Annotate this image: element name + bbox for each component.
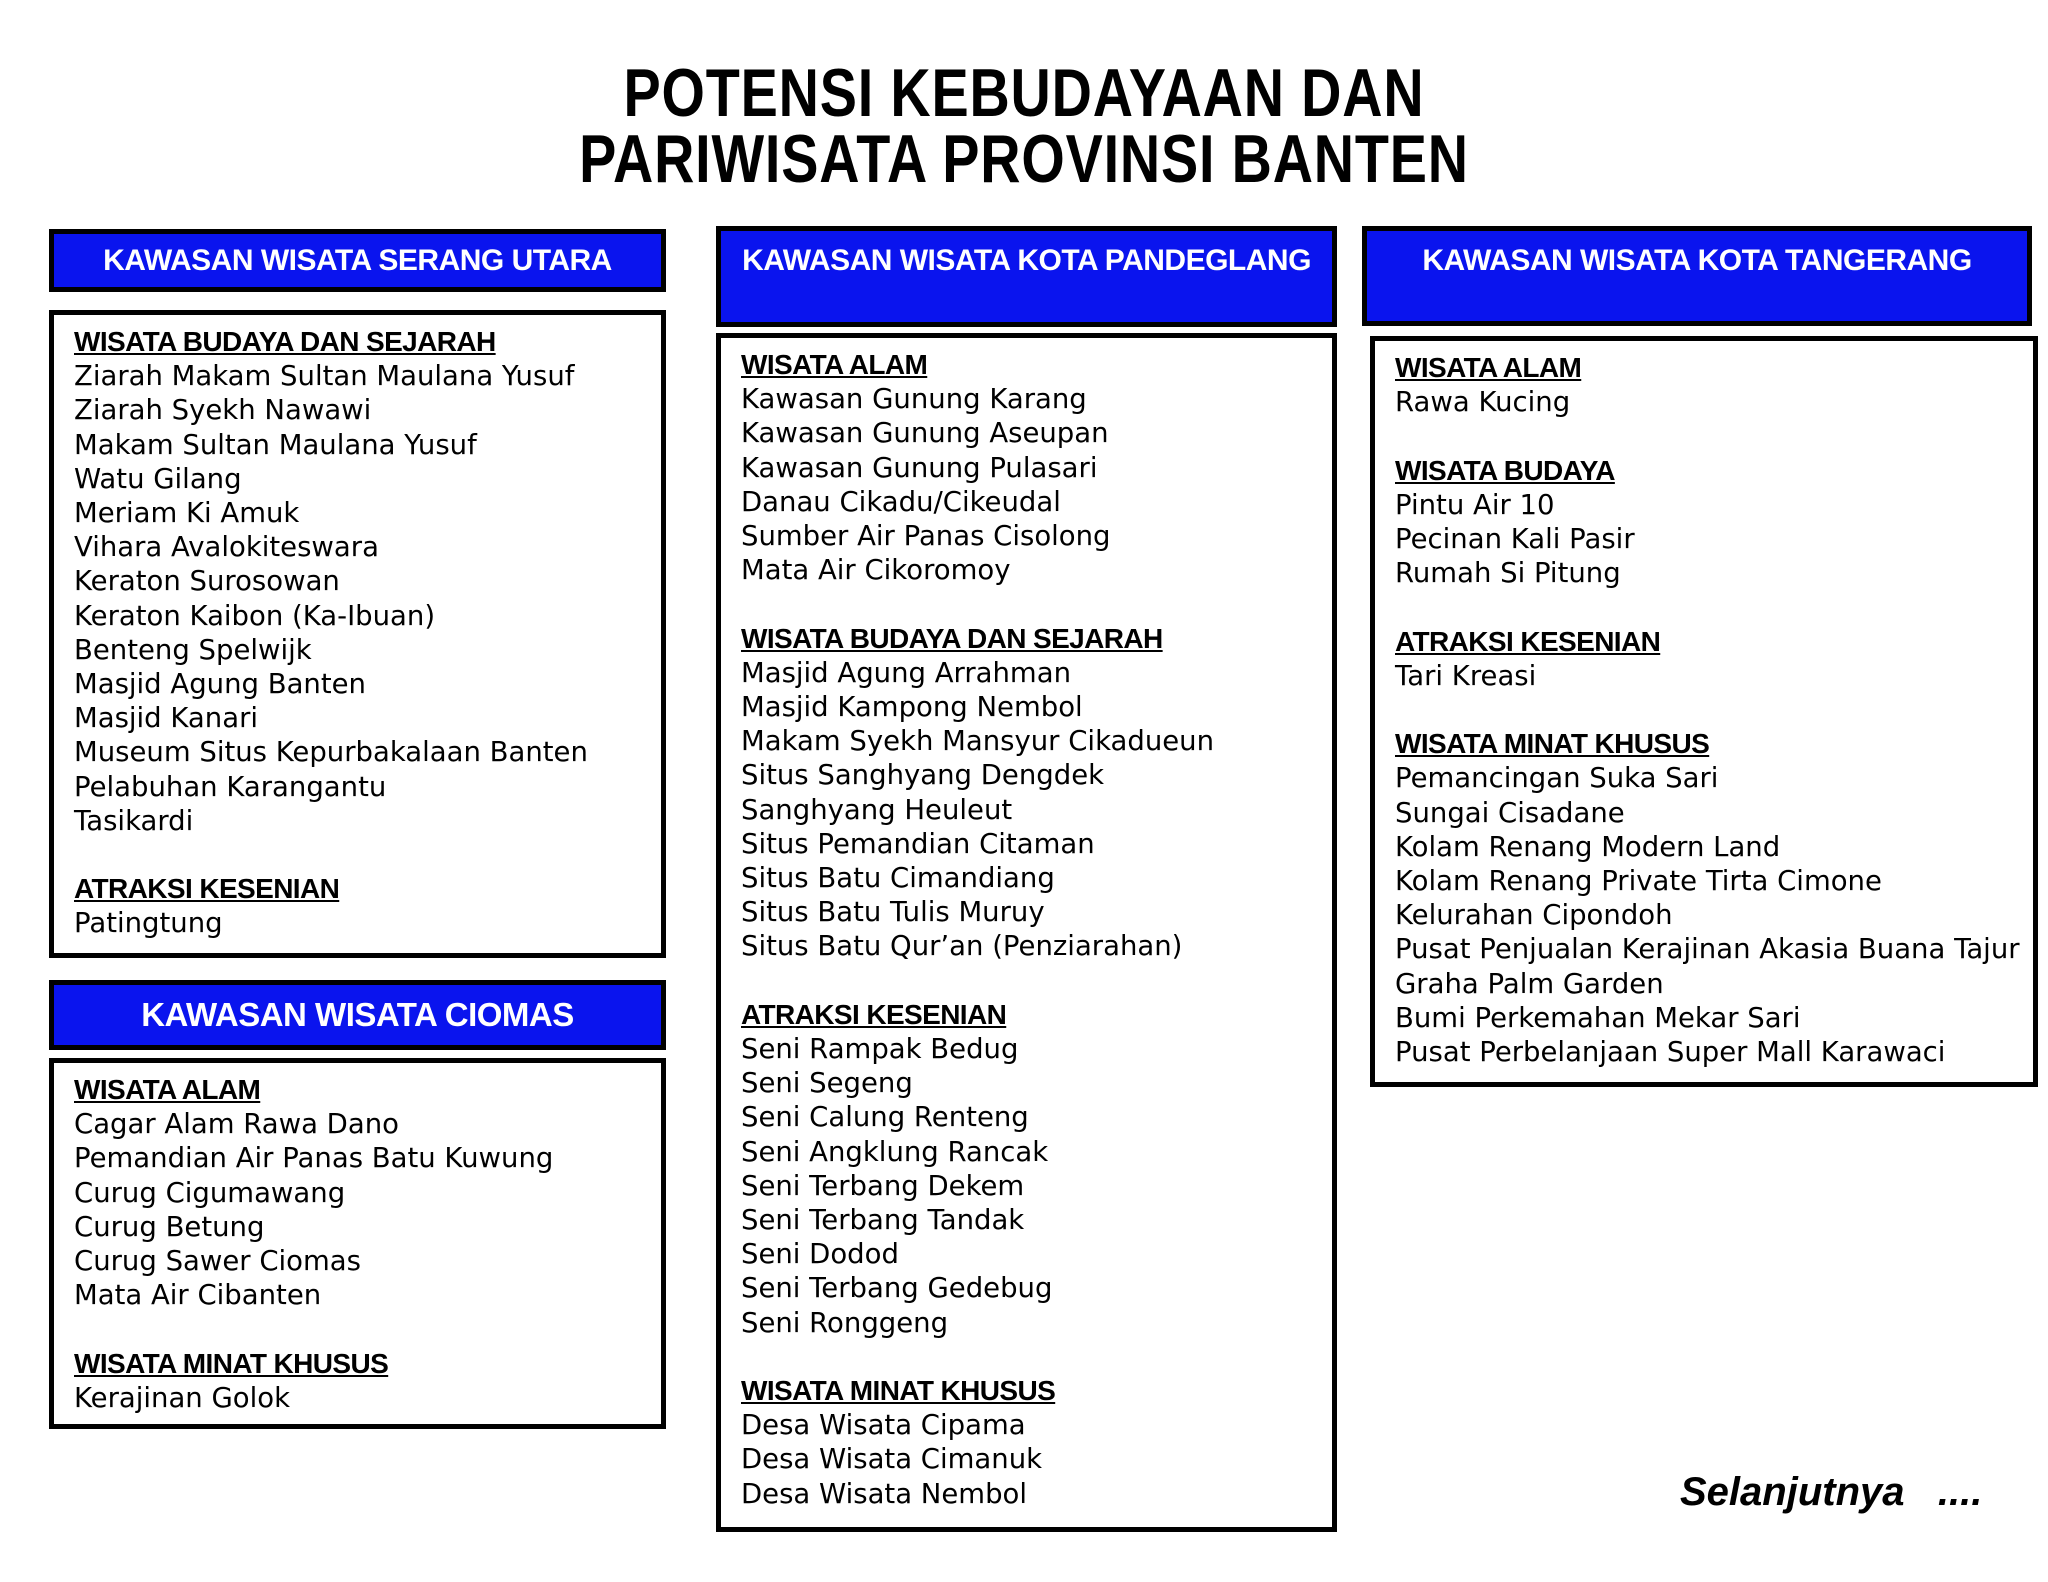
list-item: Kolam Renang Private Tirta Cimone xyxy=(1395,865,1882,897)
list-item: Situs Batu Cimandiang xyxy=(741,862,1055,895)
section xyxy=(1395,454,2033,591)
list-item: Pintu Air 10 xyxy=(1395,488,1555,521)
list-item: Seni Terbang Dekem xyxy=(741,1169,1025,1202)
page-title-line-2: PARIWISATA PROVINSI BANTEN xyxy=(579,121,1469,197)
section-title: WISATA ALAM xyxy=(1395,352,1582,383)
section-title: ATRAKSI KESENIAN xyxy=(74,873,340,905)
list-item: Kawasan Gunung Karang xyxy=(741,383,1087,416)
list-item: Kawasan Gunung Pulasari xyxy=(741,451,1098,484)
list-item: Watu Gilang xyxy=(74,462,242,495)
section-title: ATRAKSI KESENIAN xyxy=(741,998,1007,1030)
next-ellipsis: .... xyxy=(1937,1470,1983,1514)
next-page-label xyxy=(1680,1470,1982,1515)
list-item: Desa Wisata Cipama xyxy=(741,1409,1026,1442)
section xyxy=(74,325,661,838)
list-item: Museum Situs Kepurbakalaan Banten xyxy=(74,736,588,769)
list-item: Pemandian Air Panas Batu Kuwung xyxy=(74,1142,554,1175)
page-title-line-1: POTENSI KEBUDAYAAN DAN xyxy=(623,55,1425,131)
list-item: Kawasan Gunung Aseupan xyxy=(741,417,1109,450)
list-item: Situs Batu Qur’an (Penziarahan) xyxy=(741,930,1183,963)
list-item: Seni Angklung Rancak xyxy=(741,1135,1049,1168)
list-item: Cagar Alam Rawa Dano xyxy=(74,1108,399,1141)
header-ciomas-label: KAWASAN WISATA CIOMAS xyxy=(141,996,574,1033)
section-title: WISATA BUDAYA xyxy=(1395,454,1615,486)
section-title: WISATA BUDAYA DAN SEJARAH xyxy=(741,622,1163,654)
section xyxy=(74,1347,661,1415)
section-title: ATRAKSI KESENIAN xyxy=(1395,625,1661,657)
section xyxy=(741,622,1332,964)
list-item: Mata Air Cikoromoy xyxy=(741,554,1011,587)
list-item: Pemancingan Suka Sari xyxy=(1395,762,1719,795)
list-item: Seni Segeng xyxy=(741,1067,913,1100)
list-item: Desa Wisata Nembol xyxy=(741,1477,1027,1510)
list-item: Desa Wisata Cimanuk xyxy=(741,1443,1043,1476)
section xyxy=(741,348,1332,587)
list-item: Pusat Perbelanjaan Super Mall Karawaci xyxy=(1395,1036,1946,1069)
list-item: Keraton Kaibon (Ka-Ibuan) xyxy=(74,599,436,632)
list-item: Pusat Penjualan Kerajinan Akasia Buana Tajur xyxy=(1395,933,2020,966)
header-serang-utara xyxy=(49,229,666,292)
list-item: Mata Air Cibanten xyxy=(74,1279,322,1312)
section xyxy=(1395,625,2033,693)
list-item: Sanghyang Heuleut xyxy=(741,793,1013,826)
page-title xyxy=(184,55,1863,197)
list-item: Masjid Kanari xyxy=(74,702,259,735)
list-item: Masjid Agung Banten xyxy=(74,668,366,701)
list-item: Ziarah Syekh Nawawi xyxy=(74,394,372,427)
list-item: Kelurahan Cipondoh xyxy=(1395,899,1673,932)
next-label-text: Selanjutnya xyxy=(1680,1470,1905,1514)
header-tangerang xyxy=(1362,226,2032,326)
list-item: Makam Syekh Mansyur Cikadueun xyxy=(741,725,1215,758)
section xyxy=(741,1374,1332,1511)
panel-tangerang xyxy=(1370,336,2038,1087)
list-item: Curug Sawer Ciomas xyxy=(74,1245,361,1278)
list-item: Situs Pemandian Citaman xyxy=(741,827,1095,860)
section-title: WISATA BUDAYA DAN SEJARAH xyxy=(74,326,496,357)
list-item: Seni Terbang Gedebug xyxy=(741,1272,1053,1305)
list-item: Vihara Avalokiteswara xyxy=(74,531,379,564)
list-item: Bumi Perkemahan Mekar Sari xyxy=(1395,1001,1801,1034)
header-pandeglang-label: KAWASAN WISATA KOTA PANDEGLANG xyxy=(742,244,1311,277)
section-title: WISATA MINAT KHUSUS xyxy=(741,1375,1056,1407)
list-item: Danau Cikadu/Cikeudal xyxy=(741,485,1061,518)
list-item: Rawa Kucing xyxy=(1395,386,1571,419)
section xyxy=(1395,727,2033,1069)
header-pandeglang xyxy=(716,226,1337,327)
list-item: Masjid Agung Arrahman xyxy=(741,656,1071,689)
section xyxy=(74,872,661,940)
header-ciomas xyxy=(49,980,666,1050)
panel-ciomas xyxy=(49,1058,666,1429)
list-item: Benteng Spelwijk xyxy=(74,633,312,666)
section xyxy=(1395,351,2033,419)
list-item: Seni Calung Renteng xyxy=(741,1101,1029,1134)
list-item: Masjid Kampong Nembol xyxy=(741,691,1083,724)
section xyxy=(74,1073,661,1312)
list-item: Seni Terbang Tandak xyxy=(741,1204,1025,1237)
list-item: Rumah Si Pitung xyxy=(1395,557,1621,590)
list-item: Seni Rampak Bedug xyxy=(741,1033,1019,1066)
panel-serang-utara xyxy=(49,310,666,958)
list-item: Graha Palm Garden xyxy=(1395,967,1664,1000)
list-item: Situs Batu Tulis Muruy xyxy=(741,896,1045,929)
section-title: WISATA ALAM xyxy=(74,1074,261,1105)
section-title: WISATA MINAT KHUSUS xyxy=(74,1347,389,1379)
list-item: Pecinan Kali Pasir xyxy=(1395,523,1635,555)
list-item: Curug Cigumawang xyxy=(74,1176,346,1209)
list-item: Sungai Cisadane xyxy=(1395,796,1625,829)
list-item: Kerajinan Golok xyxy=(74,1381,290,1414)
list-item: Ziarah Makam Sultan Maulana Yusuf xyxy=(74,360,575,393)
list-item: Tasikardi xyxy=(74,804,194,837)
list-item: Patingtung xyxy=(74,907,223,940)
list-item: Kolam Renang Modern Land xyxy=(1395,830,1781,863)
section-title: WISATA MINAT KHUSUS xyxy=(1395,728,1710,760)
list-item: Curug Betung xyxy=(74,1210,265,1243)
list-item: Tari Kreasi xyxy=(1395,659,1537,692)
list-item: Seni Dodod xyxy=(741,1238,899,1271)
list-item: Seni Ronggeng xyxy=(741,1306,949,1339)
list-item: Makam Sultan Maulana Yusuf xyxy=(74,428,477,461)
panel-pandeglang xyxy=(716,333,1337,1532)
list-item: Keraton Surosowan xyxy=(74,565,340,598)
list-item: Situs Sanghyang Dengdek xyxy=(741,759,1105,792)
list-item: Pelabuhan Karangantu xyxy=(74,770,387,803)
header-serang-utara-label: KAWASAN WISATA SERANG UTARA xyxy=(103,244,612,277)
section xyxy=(741,998,1332,1340)
list-item: Sumber Air Panas Cisolong xyxy=(741,520,1111,553)
section-title: WISATA ALAM xyxy=(741,349,928,380)
list-item: Meriam Ki Amuk xyxy=(74,497,300,530)
header-tangerang-label: KAWASAN WISATA KOTA TANGERANG xyxy=(1422,244,1972,277)
